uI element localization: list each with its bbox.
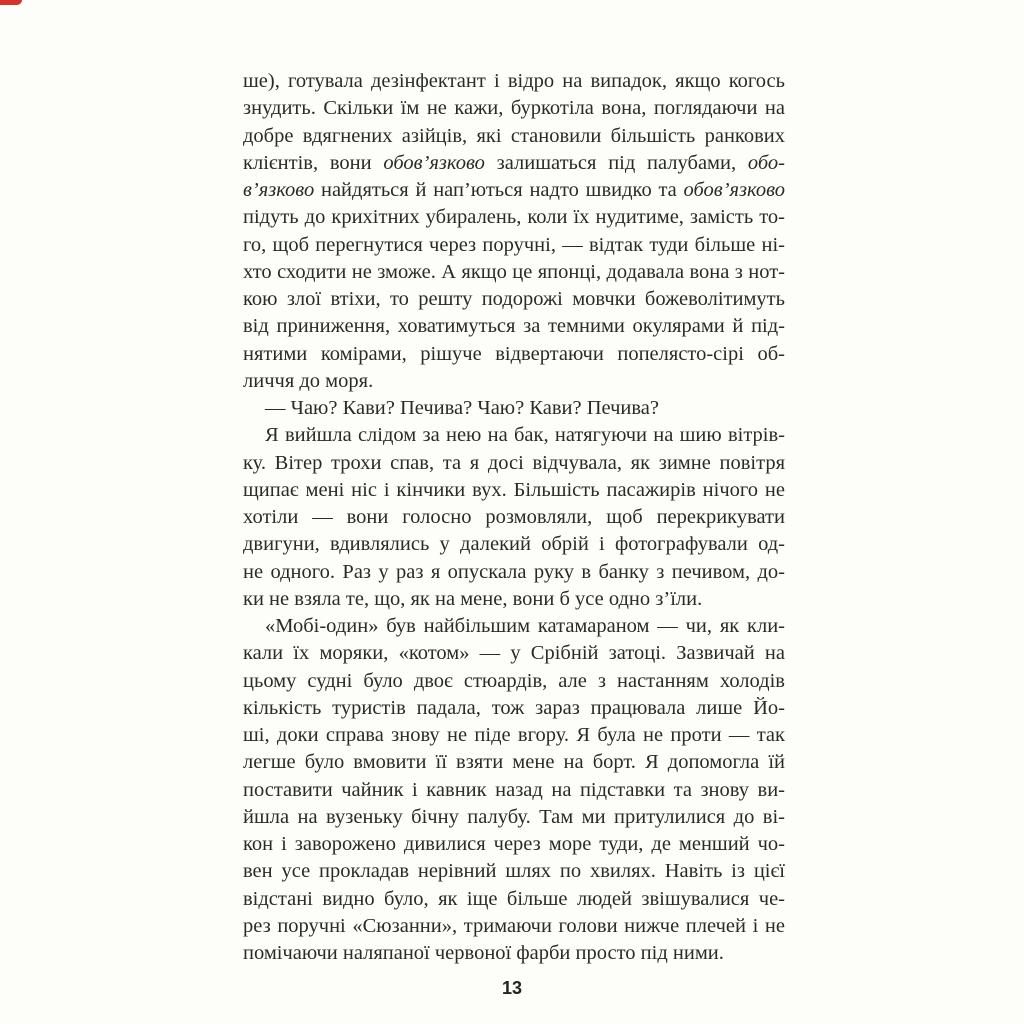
red-corner-mark bbox=[0, 0, 22, 5]
text-segment: кількість туристів падала, тож зараз працювала лише Йо- bbox=[243, 696, 785, 719]
text-line bbox=[243, 177, 785, 204]
text-line bbox=[243, 286, 785, 313]
text-line bbox=[243, 559, 785, 586]
text-segment: залишаться під палубами, bbox=[484, 151, 748, 174]
text-segment: цьому судні було двоє стюардів, але з настанням холодів bbox=[243, 669, 785, 692]
body-text bbox=[243, 68, 785, 967]
text-line bbox=[243, 640, 785, 667]
text-segment: йшла на вузеньку бічну палубу. Там ми притулилися до ві- bbox=[243, 805, 785, 828]
text-segment: добре вдягнених азійців, які становили більшість ранкових bbox=[243, 124, 785, 147]
italic-text: обо- bbox=[747, 151, 785, 174]
text-line bbox=[243, 422, 785, 449]
text-line bbox=[243, 95, 785, 122]
text-segment: хто сходити не зможе. А якщо це японці, додавала вона з нот- bbox=[243, 260, 785, 283]
text-segment: личчя до моря. bbox=[243, 369, 374, 392]
text-segment: ше), готувала дезінфектант і відро на випадок, якщо когось bbox=[243, 70, 785, 92]
text-segment: ші, доки справа знову не піде вгору. Я була не проти — так bbox=[243, 724, 785, 746]
text-segment: клієнтів, вони bbox=[243, 151, 384, 174]
text-line bbox=[243, 232, 785, 259]
text-line bbox=[243, 150, 785, 177]
text-line bbox=[243, 68, 785, 95]
text-segment: хотіли — вони голосно розмовляли, щоб перекрикувати bbox=[243, 506, 785, 528]
text-segment: — Чаю? Кави? Печива? Чаю? Кави? Печива? bbox=[265, 397, 659, 419]
text-segment: від приниження, ховатимуться за темними окулярами й під- bbox=[243, 315, 785, 338]
text-line bbox=[243, 123, 785, 150]
page-number: 13 bbox=[501, 978, 523, 998]
text-line bbox=[243, 586, 785, 613]
text-line bbox=[243, 613, 785, 640]
text-line bbox=[243, 368, 785, 395]
text-line bbox=[243, 531, 785, 558]
text-line bbox=[243, 858, 785, 885]
italic-text: в’язково bbox=[243, 179, 315, 201]
text-line bbox=[243, 450, 785, 477]
text-segment: го, щоб перегнутися через поручні, — відтак туди більше ні- bbox=[243, 233, 785, 256]
text-line bbox=[243, 777, 785, 804]
text-segment: легше було вмовити її взяти мене на борт. Я допомогла їй bbox=[243, 751, 785, 774]
text-line bbox=[243, 804, 785, 831]
text-segment: нятими комірами, рішуче відвертаючи попелясто-сірі об- bbox=[243, 342, 785, 365]
text-segment: помічаючи наляпаної червоної фарби просто під ними. bbox=[243, 942, 724, 964]
text-segment: щипає мені ніс і кінчики вух. Більшість пасажирів нічого не bbox=[243, 478, 785, 501]
text-segment: не одного. Раз у раз я опускала руку в банку з печивом, до- bbox=[243, 560, 785, 583]
text-segment: відстані видно було, як іще більше людей звішувалися че- bbox=[243, 887, 785, 910]
text-line bbox=[243, 341, 785, 368]
text-line bbox=[243, 668, 785, 695]
text-segment: кон і заворожено дивилися через море туди, де менший чо- bbox=[243, 833, 785, 855]
text-line bbox=[243, 831, 785, 858]
italic-text: обов’язково bbox=[383, 151, 485, 174]
text-segment: ку. Вітер трохи спав, та я досі відчувала, як зимне повітря bbox=[243, 451, 785, 474]
text-line bbox=[243, 477, 785, 504]
text-segment: поставити чайник і кавник назад на підставки та знову ви- bbox=[243, 778, 785, 801]
text-segment: кали їх моряки, «котом» — у Срібній затоці. Зазвичай на bbox=[243, 642, 785, 665]
italic-text: обов’язково bbox=[683, 179, 785, 201]
text-line bbox=[243, 722, 785, 749]
text-line bbox=[243, 749, 785, 776]
text-segment: двигуни, вдивлялись у далекий обрій і фотографували од- bbox=[243, 533, 785, 556]
text-line bbox=[243, 395, 785, 422]
text-line bbox=[243, 259, 785, 286]
text-segment: підуть до крихітних убиралень, коли їх нудитиме, замість то- bbox=[243, 206, 785, 229]
text-segment: рез поручні «Сюзанни», тримаючи голови нижче плечей і не bbox=[243, 914, 785, 937]
text-segment: кою злої втіхи, то решту подорожі мовчки божеволітимуть bbox=[243, 288, 785, 310]
text-line bbox=[243, 886, 785, 913]
text-segment: ки не взяла те, що, як на мене, вони б усе одно з’їли. bbox=[243, 587, 703, 610]
text-line bbox=[243, 313, 785, 340]
text-line bbox=[243, 504, 785, 531]
text-segment: «Мобі-один» був найбільшим катамараном — чи, як кли- bbox=[265, 615, 785, 637]
text-line bbox=[243, 940, 785, 967]
text-line bbox=[243, 204, 785, 231]
text-segment: вен усе прокладав нерівний шлях по хвилях. Навіть із цієї bbox=[243, 860, 785, 883]
text-line bbox=[243, 913, 785, 940]
text-line bbox=[243, 695, 785, 722]
text-segment: знудить. Скільки їм не кажи, буркотіла вона, поглядаючи на bbox=[243, 97, 785, 120]
text-segment: Я вийшла слідом за нею на бак, натягуючи на шию вітрів- bbox=[265, 424, 785, 447]
text-segment: найдяться й нап’ються надто швидко та bbox=[314, 179, 684, 201]
